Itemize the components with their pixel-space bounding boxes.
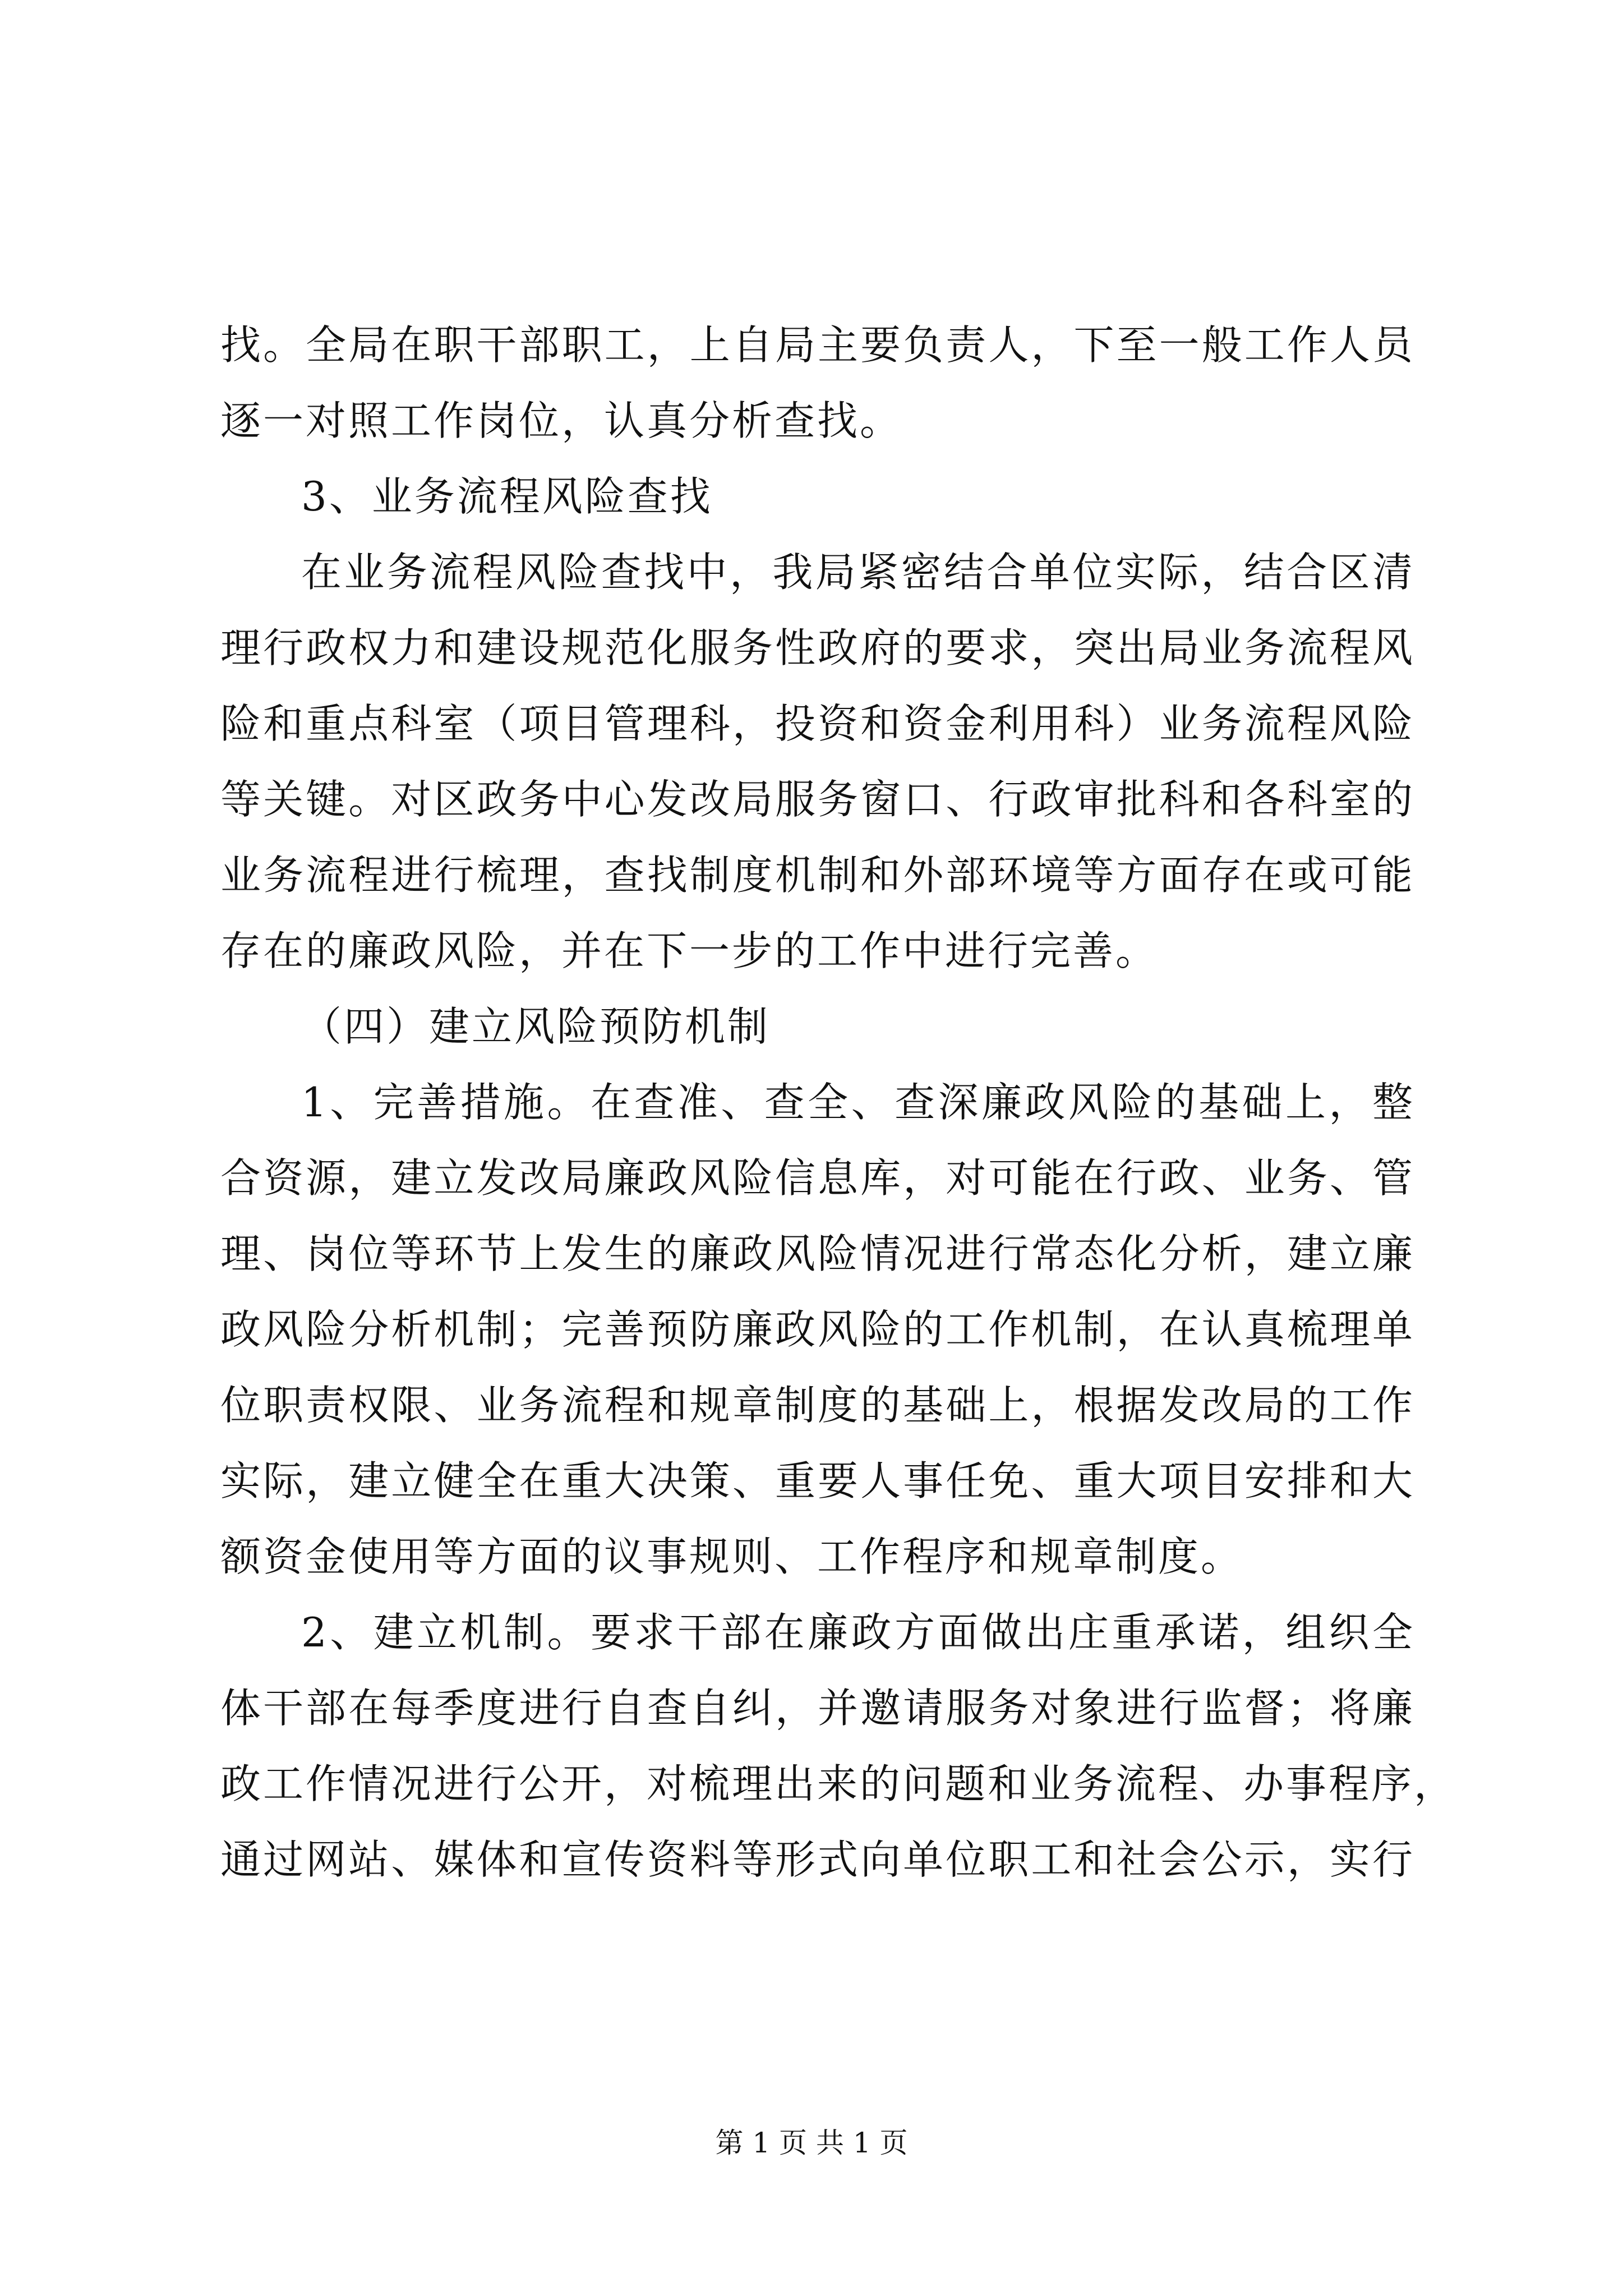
section-heading: （四）建立风险预防机制	[301, 1003, 771, 1050]
text-line: 理、岗位等环节上发生的廉政风险情况进行常态化分析，建立廉	[220, 1230, 1415, 1277]
text-line: 逐一对照工作岗位，认真分析查找。	[220, 397, 903, 444]
text-line: 理行政权力和建设规范化服务性政府的要求，突出局业务流程风	[220, 624, 1415, 671]
text-line: 额资金使用等方面的议事规则、工作程序和规章制度。	[220, 1533, 1244, 1580]
text-line: 实际，建立健全在重大决策、重要人事任免、重大项目安排和大	[220, 1457, 1415, 1504]
text-line: 政工作情况进行公开，对梳理出来的问题和业务流程、办事程序，	[220, 1760, 1457, 1807]
text-line: 险和重点科室（项目管理科，投资和资金利用科）业务流程风险	[220, 700, 1415, 747]
text-line: 位职责权限、业务流程和规章制度的基础上，根据发改局的工作	[220, 1382, 1415, 1429]
text-line: 政风险分析机制；完善预防廉政风险的工作机制，在认真梳理单	[220, 1306, 1415, 1353]
page-footer	[0, 2126, 1623, 2160]
text-line: 通过网站、媒体和宣传资料等形式向单位职工和社会公示，实行	[220, 1836, 1415, 1883]
document-body	[220, 307, 1457, 1898]
paragraph-first-line: 2、建立机制。要求干部在廉政方面做出庄重承诺，组织全	[301, 1609, 1415, 1656]
section-heading: 3、业务流程风险查找	[301, 473, 713, 520]
page-number-label: 第 1 页 共 1 页	[715, 2127, 908, 2159]
text-line: 存在的廉政风险，并在下一步的工作中进行完善。	[220, 927, 1159, 974]
paragraph-first-line: 1、完善措施。在查准、查全、查深廉政风险的基础上，整	[301, 1079, 1415, 1126]
text-line: 合资源，建立发改局廉政风险信息库，对可能在行政、业务、管	[220, 1154, 1415, 1202]
text-line: 等关键。对区政务中心发改局服务窗口、行政审批科和各科室的	[220, 776, 1415, 823]
text-line: 体干部在每季度进行自查自纠，并邀请服务对象进行监督；将廉	[220, 1685, 1415, 1732]
text-line: 业务流程进行梳理，查找制度机制和外部环境等方面存在或可能	[220, 852, 1415, 899]
text-line: 找。全局在职干部职工，上自局主要负责人，下至一般工作人员	[220, 321, 1415, 369]
paragraph-first-line: 在业务流程风险查找中，我局紧密结合单位实际，结合区清	[301, 549, 1415, 596]
